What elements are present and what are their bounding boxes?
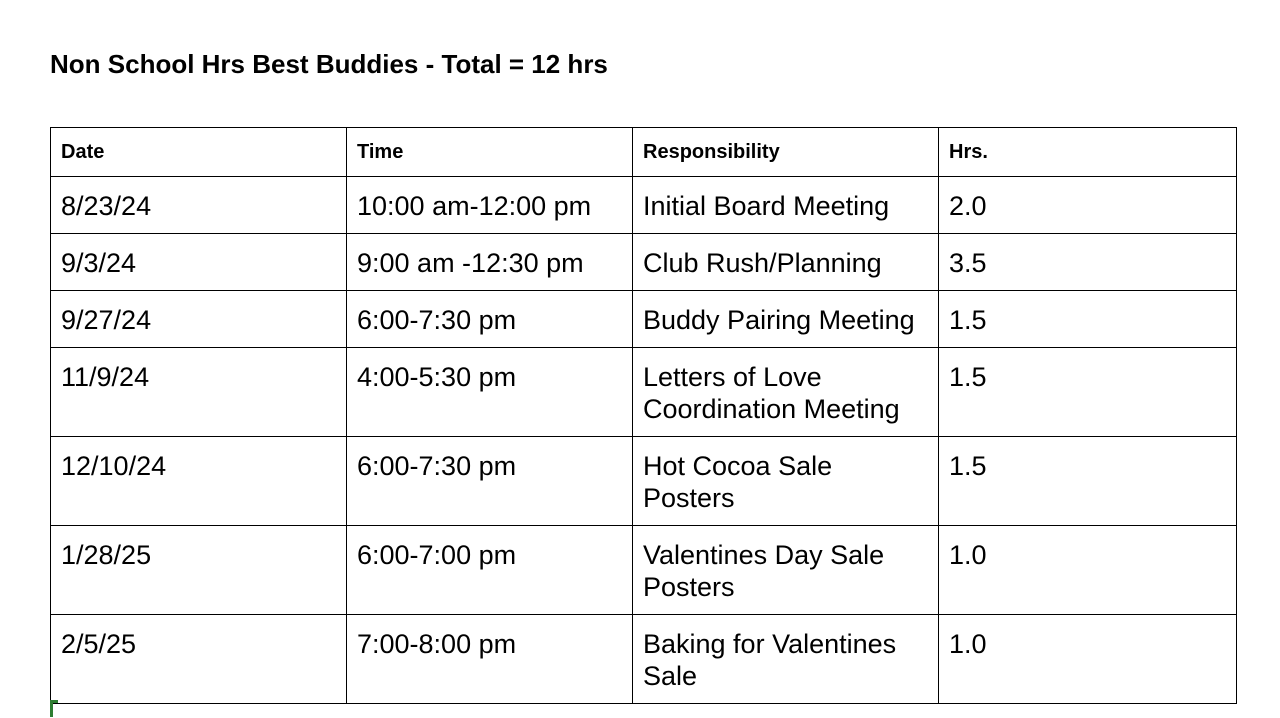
cell-time[interactable]: 4:00-5:30 pm: [347, 348, 633, 437]
cell-time[interactable]: 6:00-7:30 pm: [347, 437, 633, 526]
cell-responsibility[interactable]: Initial Board Meeting: [633, 177, 939, 234]
cell-date[interactable]: 1/28/25: [51, 526, 347, 615]
table-row: [51, 177, 1237, 234]
cell-time[interactable]: 6:00-7:30 pm: [347, 291, 633, 348]
table-row: [51, 291, 1237, 348]
cell-hours[interactable]: 1.5: [939, 291, 1237, 348]
cell-date[interactable]: 8/23/24: [51, 177, 347, 234]
table-row: [51, 234, 1237, 291]
cell-time[interactable]: 6:00-7:00 pm: [347, 526, 633, 615]
cell-date[interactable]: 9/3/24: [51, 234, 347, 291]
cell-hours[interactable]: 1.0: [939, 615, 1237, 704]
table-row: [51, 526, 1237, 615]
cell-hours[interactable]: 1.5: [939, 437, 1237, 526]
cell-time[interactable]: 10:00 am-12:00 pm: [347, 177, 633, 234]
header-hours[interactable]: Hrs.: [939, 128, 1237, 177]
table-row: [51, 437, 1237, 526]
cell-date[interactable]: 11/9/24: [51, 348, 347, 437]
cell-responsibility[interactable]: Letters of Love Coordination Meeting: [633, 348, 939, 437]
cell-responsibility[interactable]: Hot Cocoa Sale Posters: [633, 437, 939, 526]
cell-responsibility[interactable]: Club Rush/Planning: [633, 234, 939, 291]
document-title: Non School Hrs Best Buddies - Total = 12 hrs: [50, 49, 608, 79]
cell-responsibility[interactable]: Baking for Valentines Sale: [633, 615, 939, 704]
cell-hours[interactable]: 2.0: [939, 177, 1237, 234]
header-date[interactable]: Date: [51, 128, 347, 177]
cell-date[interactable]: 12/10/24: [51, 437, 347, 526]
header-responsibility[interactable]: Responsibility: [633, 128, 939, 177]
table-row: [51, 615, 1237, 704]
cell-responsibility[interactable]: Valentines Day Sale Posters: [633, 526, 939, 615]
table-header: [51, 128, 1237, 177]
cell-hours[interactable]: 3.5: [939, 234, 1237, 291]
cell-hours[interactable]: 1.0: [939, 526, 1237, 615]
header-row: [51, 128, 1237, 177]
cell-time[interactable]: 7:00-8:00 pm: [347, 615, 633, 704]
cell-hours[interactable]: 1.5: [939, 348, 1237, 437]
header-time[interactable]: Time: [347, 128, 633, 177]
cell-responsibility[interactable]: Buddy Pairing Meeting: [633, 291, 939, 348]
cell-date[interactable]: 2/5/25: [51, 615, 347, 704]
cell-date[interactable]: 9/27/24: [51, 291, 347, 348]
hours-table: [50, 127, 1237, 704]
table-body: [51, 177, 1237, 704]
text-cursor-icon: [50, 700, 53, 717]
cell-time[interactable]: 9:00 am -12:30 pm: [347, 234, 633, 291]
table-row: [51, 348, 1237, 437]
